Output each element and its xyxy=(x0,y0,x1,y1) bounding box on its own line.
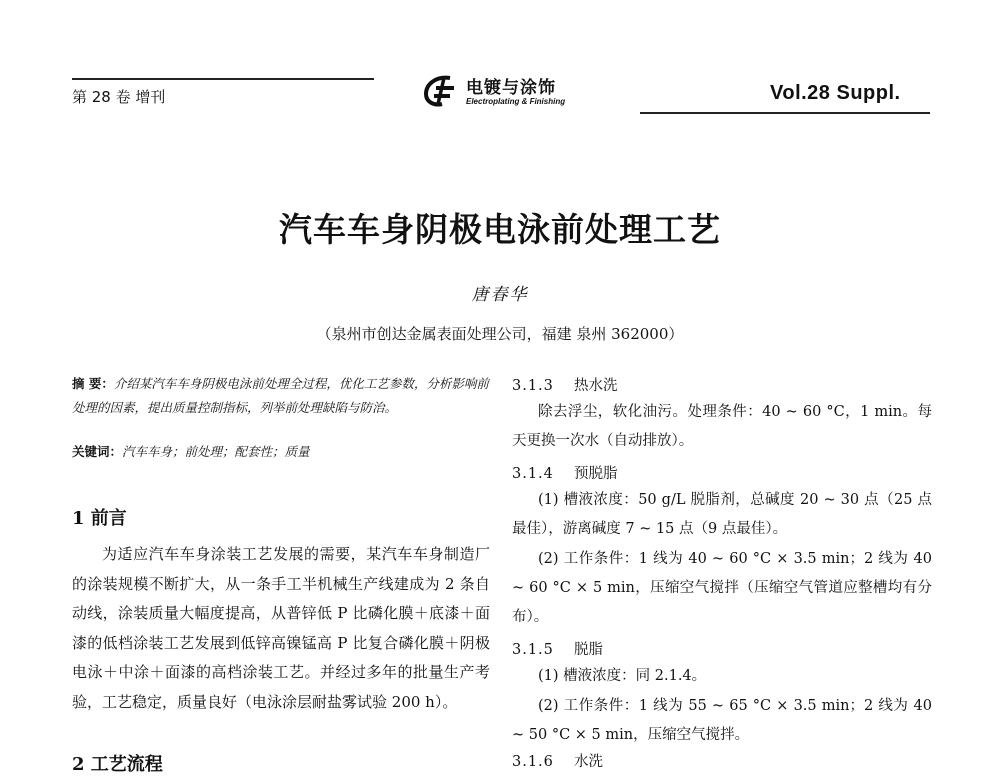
journal-logo-icon xyxy=(420,74,464,108)
keywords-text: 汽车车身；前处理；配套性；质量 xyxy=(122,444,310,459)
article-affiliation: （泉州市创达金属表面处理公司，福建 泉州 362000） xyxy=(316,325,684,343)
header-rule-left xyxy=(72,78,374,80)
subsection-title: 预脱脂 xyxy=(574,466,618,482)
section-1-heading: 1 前言 xyxy=(72,508,127,529)
header-rule-right xyxy=(640,112,930,114)
subsection-number: 3.1.6 xyxy=(512,754,554,770)
header-volume-cn: 第 28 卷 增刊 xyxy=(72,88,166,106)
abstract-label: 摘 要： xyxy=(72,376,114,391)
subsection-3-1-5-item-2: (2) 工作条件：1 线为 55 ~ 65 °C × 3.5 min；2 线为 40 ~ 50 °C × 5 min，压缩空气搅拌。 xyxy=(512,698,932,743)
subsection-number: 3.1.5 xyxy=(512,642,554,658)
keywords-label: 关键词： xyxy=(72,444,123,459)
subsection-title: 脱脂 xyxy=(574,642,603,658)
subsection-3-1-3-text: 除去浮尘，软化油污。处理条件：40 ~ 60 °C，1 min。每天更换一次水（自动排放）。 xyxy=(512,404,932,449)
subsection-3-1-4-item-2: (2) 工作条件：1 线为 40 ~ 60 °C × 3.5 min；2 线为 40 ~ 60 °C × 5 min，压缩空气搅拌（压缩空气管道应整槽均有分布）。 xyxy=(512,551,932,625)
article-author: 唐春华 xyxy=(471,285,529,305)
subsection-3-1-4-heading xyxy=(512,462,932,483)
journal-name-cn: 电镀与涂饰 xyxy=(466,78,556,98)
subsection-title: 水洗 xyxy=(574,754,603,770)
article-title: 汽车车身阴极电泳前处理工艺 xyxy=(279,210,721,249)
journal-name-en: Electroplating & Finishing xyxy=(466,97,566,106)
subsection-3-1-4-item-1: (1) 槽液浓度：50 g/L 脱脂剂，总碱度 20 ~ 30 点（25 点最佳），游离碱度 7 ~ 15 点（9 点最佳）。 xyxy=(512,492,932,537)
subsection-3-1-3-heading xyxy=(512,374,932,395)
section-1-paragraph: 为适应汽车车身涂装工艺发展的需要，某汽车车身制造厂的涂装规模不断扩大，从一条手工半机械生产线建成为 2 条自动线，涂装质量大幅度提高，从普锌低 P 比磷化膜＋底漆＋面漆的低档涂装工艺发展到低锌高镍锰高 P 比复合磷化膜＋阴极电泳＋中涂＋面漆的高档涂装工艺。并经过多年的批量生产考验，工艺稳定，质量良好（电泳涂层耐盐雾试验 200 h）。 xyxy=(72,545,490,711)
subsection-number: 3.1.3 xyxy=(512,378,554,394)
subsection-number: 3.1.4 xyxy=(512,466,554,482)
abstract xyxy=(72,372,490,420)
header-volume-en: Vol.28 Suppl. xyxy=(770,82,901,104)
subsection-3-1-5-item-1: (1) 槽液浓度：同 2.1.4。 xyxy=(538,668,707,684)
subsection-3-1-6-heading xyxy=(512,750,932,771)
abstract-text: 介绍某汽车车身阴极电泳前处理全过程，优化工艺参数，分析影响前处理的因素，提出质量控制指标，列举前处理缺陷与防治。 xyxy=(72,376,489,415)
subsection-title: 热水洗 xyxy=(574,378,618,394)
section-2-heading: 2 工艺流程 xyxy=(72,754,163,775)
subsection-3-1-5-heading xyxy=(512,638,932,659)
keywords xyxy=(72,442,490,460)
